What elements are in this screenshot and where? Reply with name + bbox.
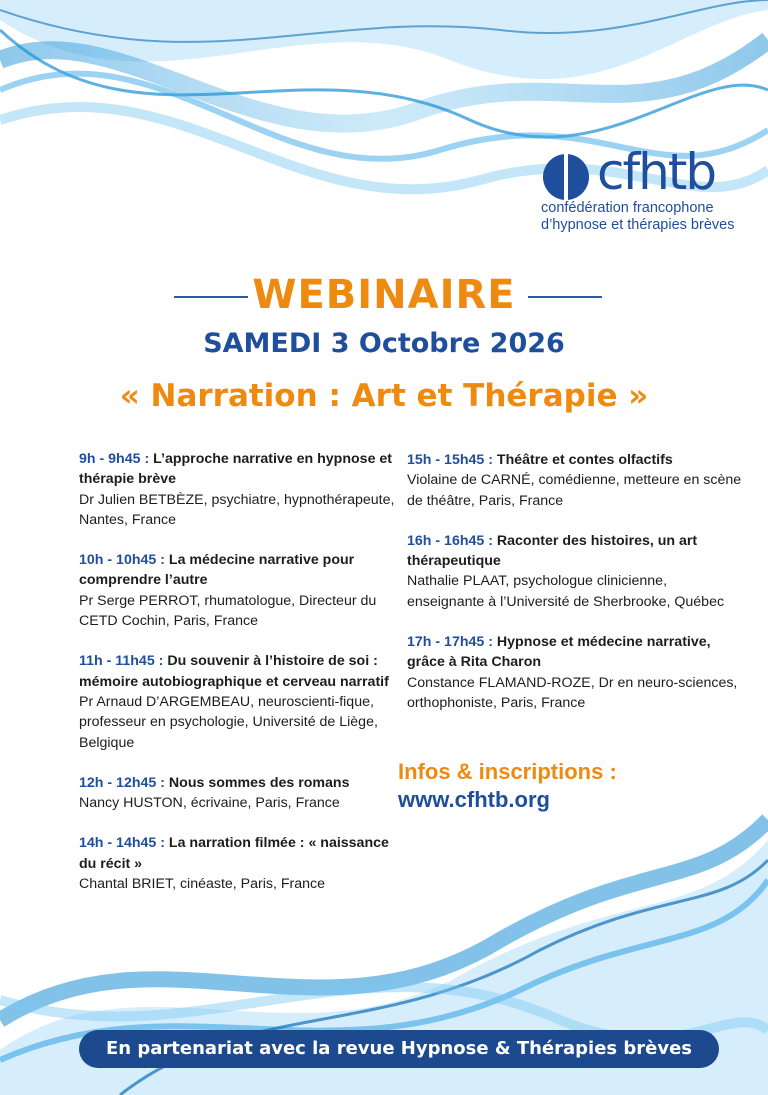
session-time: 15h - 15h45 : xyxy=(407,452,493,468)
speaker-name: Violaine de CARNÉ xyxy=(407,472,531,489)
speaker-name: Pr Arnaud D’ARGEMBEAU xyxy=(79,693,251,710)
speaker-name: Constance FLAMAND-ROZE xyxy=(407,674,591,691)
event-theme: « Narration : Art et Thérapie » xyxy=(119,378,649,414)
speaker-details: , rhumatologue, Directeur du CETD Cochin, Paris, France xyxy=(79,592,377,630)
title-rule-right xyxy=(528,296,602,298)
session-title: Nous sommes des romans xyxy=(168,774,350,791)
partnership-banner: En partenariat avec la revue Hypnose & Thérapies brèves xyxy=(79,1030,719,1068)
session-title: La narration filmée : « naissance du récit » xyxy=(79,835,389,872)
speaker-name: Nancy HUSTON xyxy=(79,795,183,812)
speaker-name: Dr Julien BETBÈZE xyxy=(79,491,204,508)
speaker-details: , neuroscienti-fique, professeur en psychologie, Université de Liège, Belgique xyxy=(79,693,378,751)
program-item xyxy=(79,449,409,530)
logo-wordmark: cfhtb xyxy=(597,143,716,201)
program-item xyxy=(79,550,409,631)
program-column-left xyxy=(79,449,409,914)
event-date: SAMEDI 3 Octobre 2026 xyxy=(203,328,565,359)
event-title: WEBINAIRE xyxy=(252,272,516,318)
speaker-name: Chantal BRIET xyxy=(79,876,173,893)
program-item xyxy=(79,651,409,752)
speaker-details: , comédienne, metteure en scène de théâtre, Paris, France xyxy=(407,472,742,509)
program-item xyxy=(407,632,747,713)
session-time: 9h - 9h45 : xyxy=(79,451,150,467)
speaker-details: , psychologue clinicienne, enseignante à l’Université de Sherbrooke, Québec xyxy=(407,573,725,610)
logo-half-circle-icon xyxy=(541,152,591,202)
logo-subtitle-line-1: confédération francophone xyxy=(541,200,714,216)
speaker-name: Nathalie PLAAT xyxy=(407,573,506,590)
session-title: Du souvenir à l’histoire de soi : mémoire autobiographique et cerveau narratif xyxy=(79,653,389,690)
speaker-details: , cinéaste, Paris, France xyxy=(172,876,326,893)
program-column-right xyxy=(407,450,747,733)
speaker-name: Pr Serge PERROT xyxy=(79,592,197,609)
session-time: 14h - 14h45 : xyxy=(79,835,165,852)
session-time: 12h - 12h45 : xyxy=(79,774,165,791)
program-item xyxy=(407,450,747,511)
info-block xyxy=(398,758,617,814)
session-time: 17h - 17h45 : xyxy=(407,634,493,651)
session-title: Hypnose et médecine narrative, grâce à Rita Charon xyxy=(407,634,711,671)
session-time: 11h - 11h45 : xyxy=(79,653,164,670)
website-link[interactable]: www.cfhtb.org xyxy=(398,787,550,812)
speaker-details: , Dr en neuro-sciences, orthophoniste, Paris, France xyxy=(407,674,738,711)
session-title: Théâtre et contes olfactifs xyxy=(496,452,673,468)
session-time: 16h - 16h45 : xyxy=(407,532,493,549)
program-item xyxy=(79,833,409,894)
speaker-details: , écrivaine, Paris, France xyxy=(182,795,340,812)
session-title: La médecine narrative pour comprendre l’autre xyxy=(79,552,355,589)
session-title: Raconter des histoires, un art thérapeutique xyxy=(407,532,698,570)
session-time: 10h - 10h45 : xyxy=(79,552,165,569)
logo-subtitle-line-2: d’hypnose et thérapies brèves xyxy=(541,217,735,233)
title-row xyxy=(0,272,768,322)
program-item xyxy=(407,531,747,612)
session-title: L’approche narrative en hypnose et thérapie brève xyxy=(79,451,393,488)
program-item xyxy=(79,773,409,814)
speaker-details: , psychiatre, hypnothérapeute, Nantes, France xyxy=(79,491,395,528)
info-label: Infos & inscriptions : xyxy=(398,759,617,784)
